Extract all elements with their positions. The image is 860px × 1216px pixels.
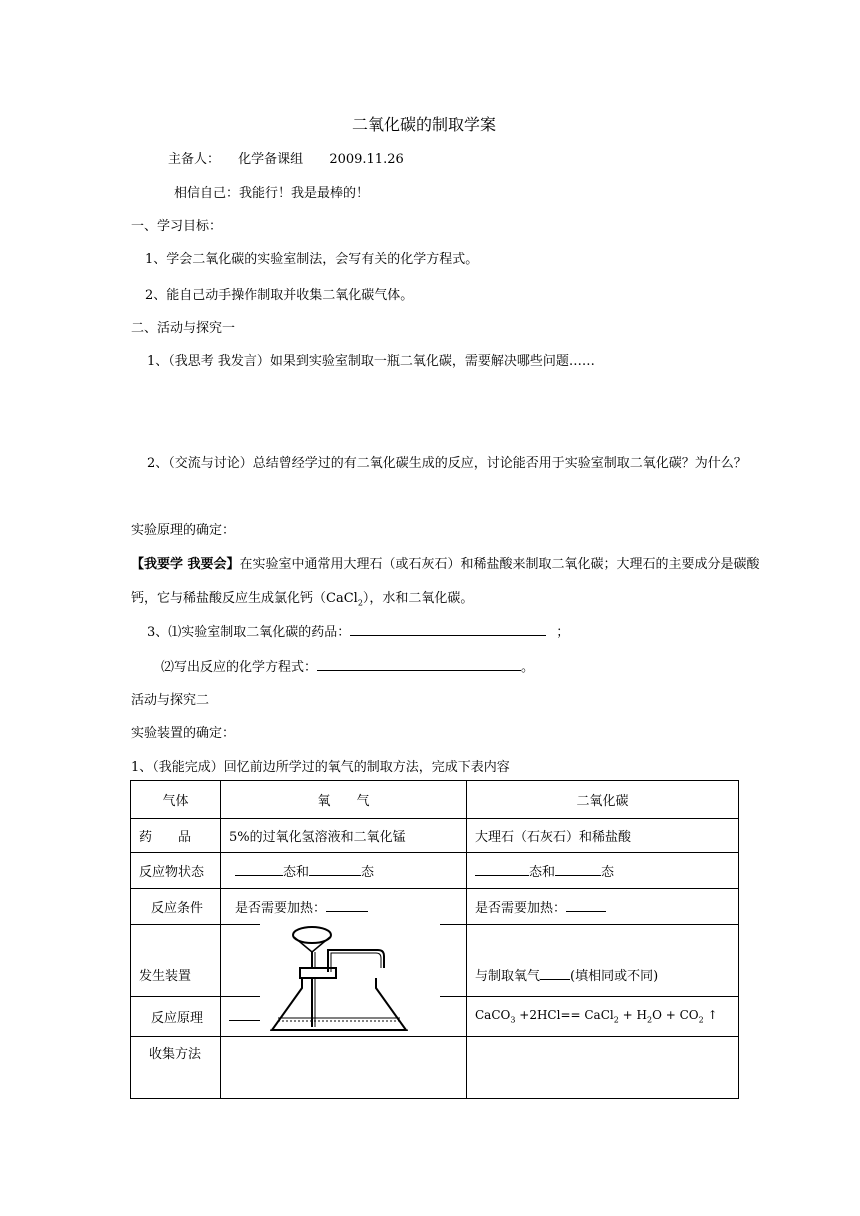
section3-sub: 实验装置的确定： xyxy=(131,726,236,741)
goal-1: 1、学会二氧化碳的实验室制法，会写有关的化学方程式。 xyxy=(145,252,479,267)
table-row xyxy=(131,889,739,925)
condition-co2-blank[interactable] xyxy=(566,899,606,912)
eq-h: + H xyxy=(622,1008,647,1023)
principle-text: 在实验室中通常用大理石（或石灰石）和稀盐酸来制取二氧化碳；大理石的主要成分是碳酸 xyxy=(239,557,760,572)
principle-text-b-post: ），水和二氧化碳。 xyxy=(362,591,474,606)
eq-sub-2c: 2 xyxy=(698,1015,704,1025)
row-label-drug: 药 品 xyxy=(131,819,221,853)
collect-co2[interactable] xyxy=(467,1037,739,1099)
state-o2-blank-1[interactable] xyxy=(235,863,283,876)
section3-heading: 活动与探究二 xyxy=(131,693,210,708)
cacl2-subscript: 2 xyxy=(357,598,363,608)
row-label-condition: 反应条件 xyxy=(131,889,221,925)
row-label-collect: 收集方法 xyxy=(131,1037,221,1099)
question-1: 1、（我思考 我发言）如果到实验室制取一瓶二氧化碳，需要解决哪些问题…… xyxy=(147,354,595,369)
page-title: 二氧化碳的制取学案 xyxy=(352,115,497,134)
device-co2 xyxy=(467,925,739,997)
condition-oxygen xyxy=(221,889,467,925)
question-3b-end: 。 xyxy=(521,660,535,675)
table-header-row xyxy=(131,781,739,819)
preparer-label: 主备人： xyxy=(168,152,221,167)
drug-co2: 大理石（石灰石）和稀盐酸 xyxy=(467,819,739,853)
header-gas: 气体 xyxy=(131,781,221,819)
header-oxygen: 氧 气 xyxy=(221,781,467,819)
question-3b xyxy=(161,656,534,675)
state-o2-blank-2[interactable] xyxy=(309,863,361,876)
condition-co2-text: 是否需要加热： xyxy=(475,901,567,916)
device-co2-hint: (填相同或不同) xyxy=(570,969,659,984)
prep-date: 2009.11.26 xyxy=(329,152,404,167)
question-3a xyxy=(147,621,569,640)
state-co2-blank-1[interactable] xyxy=(475,863,529,876)
eq-sub-2a: 2 xyxy=(613,1015,619,1025)
state-co2-text-b: 态 xyxy=(601,865,615,880)
device-co2-blank[interactable] xyxy=(540,967,570,980)
state-oxygen xyxy=(221,853,467,889)
state-o2-text-b: 态 xyxy=(361,865,375,880)
question-2: 2、（交流与讨论）总结曾经学过的有二氧化碳生成的反应，讨论能否用于实验室制取二氧化碳？为什么？ xyxy=(147,456,747,471)
table-row xyxy=(131,819,739,853)
eq-sub-2b: 2 xyxy=(647,1015,653,1025)
row-label-principle: 反应原理 xyxy=(131,997,221,1037)
state-co2-blank-2[interactable] xyxy=(555,863,601,876)
eq-hcl: +2HCl== CaCl xyxy=(519,1008,614,1023)
principle-text-b-pre: 钙，它与稀盐酸反应生成氯化钙（CaCl xyxy=(131,591,358,606)
state-o2-text-a: 态和 xyxy=(283,865,310,880)
eq-o-co: O + CO xyxy=(652,1008,699,1023)
section2-heading: 二、活动与探究一 xyxy=(131,321,236,336)
eq-caco: CaCO xyxy=(475,1008,511,1023)
eq-gas-arrow: ↑ xyxy=(707,1008,718,1023)
section1-heading: 一、学习目标： xyxy=(131,219,223,234)
header-line xyxy=(168,148,404,167)
state-co2 xyxy=(467,853,739,889)
principle-bold-label: 【我要学 我要会】 xyxy=(131,557,240,572)
goal-2: 2、能自己动手操作制取并收集二氧化碳气体。 xyxy=(145,288,414,303)
equation-answer-blank[interactable] xyxy=(317,658,521,671)
question-3b-label: ⑵写出反应的化学方程式： xyxy=(161,660,318,675)
row-label-device: 发生装置 xyxy=(131,925,221,997)
flask-apparatus-drawing xyxy=(260,922,440,1034)
principle-heading: 实验原理的确定： xyxy=(131,523,236,538)
state-co2-text-a: 态和 xyxy=(529,865,556,880)
question-3a-label: 3、⑴实验室制取二氧化碳的药品： xyxy=(147,625,351,640)
question-3a-end: ； xyxy=(556,625,570,640)
motto: 相信自己：我能行！我是最棒的！ xyxy=(174,186,370,201)
table-row xyxy=(131,1037,739,1099)
collect-oxygen[interactable] xyxy=(221,1037,467,1099)
principle-text-a xyxy=(131,553,760,572)
condition-o2-blank[interactable] xyxy=(326,899,368,912)
condition-co2 xyxy=(467,889,739,925)
header-co2: 二氧化碳 xyxy=(467,781,739,819)
section3-question-1: 1、（我能完成）回忆前边所学过的氧气的制取方法，完成下表内容 xyxy=(131,760,510,775)
drug-answer-blank[interactable] xyxy=(350,623,546,636)
condition-o2-text: 是否需要加热： xyxy=(235,901,327,916)
table-row xyxy=(131,853,739,889)
preparer-name: 化学备课组 xyxy=(238,152,304,167)
principle-text-b xyxy=(131,587,473,608)
row-label-state: 反应物状态 xyxy=(131,853,221,889)
principle-co2 xyxy=(467,997,739,1037)
drug-oxygen: 5%的过氧化氢溶液和二氧化锰 xyxy=(221,819,467,853)
eq-sub-3: 3 xyxy=(510,1015,516,1025)
device-co2-text: 与制取氧气 xyxy=(475,969,541,984)
